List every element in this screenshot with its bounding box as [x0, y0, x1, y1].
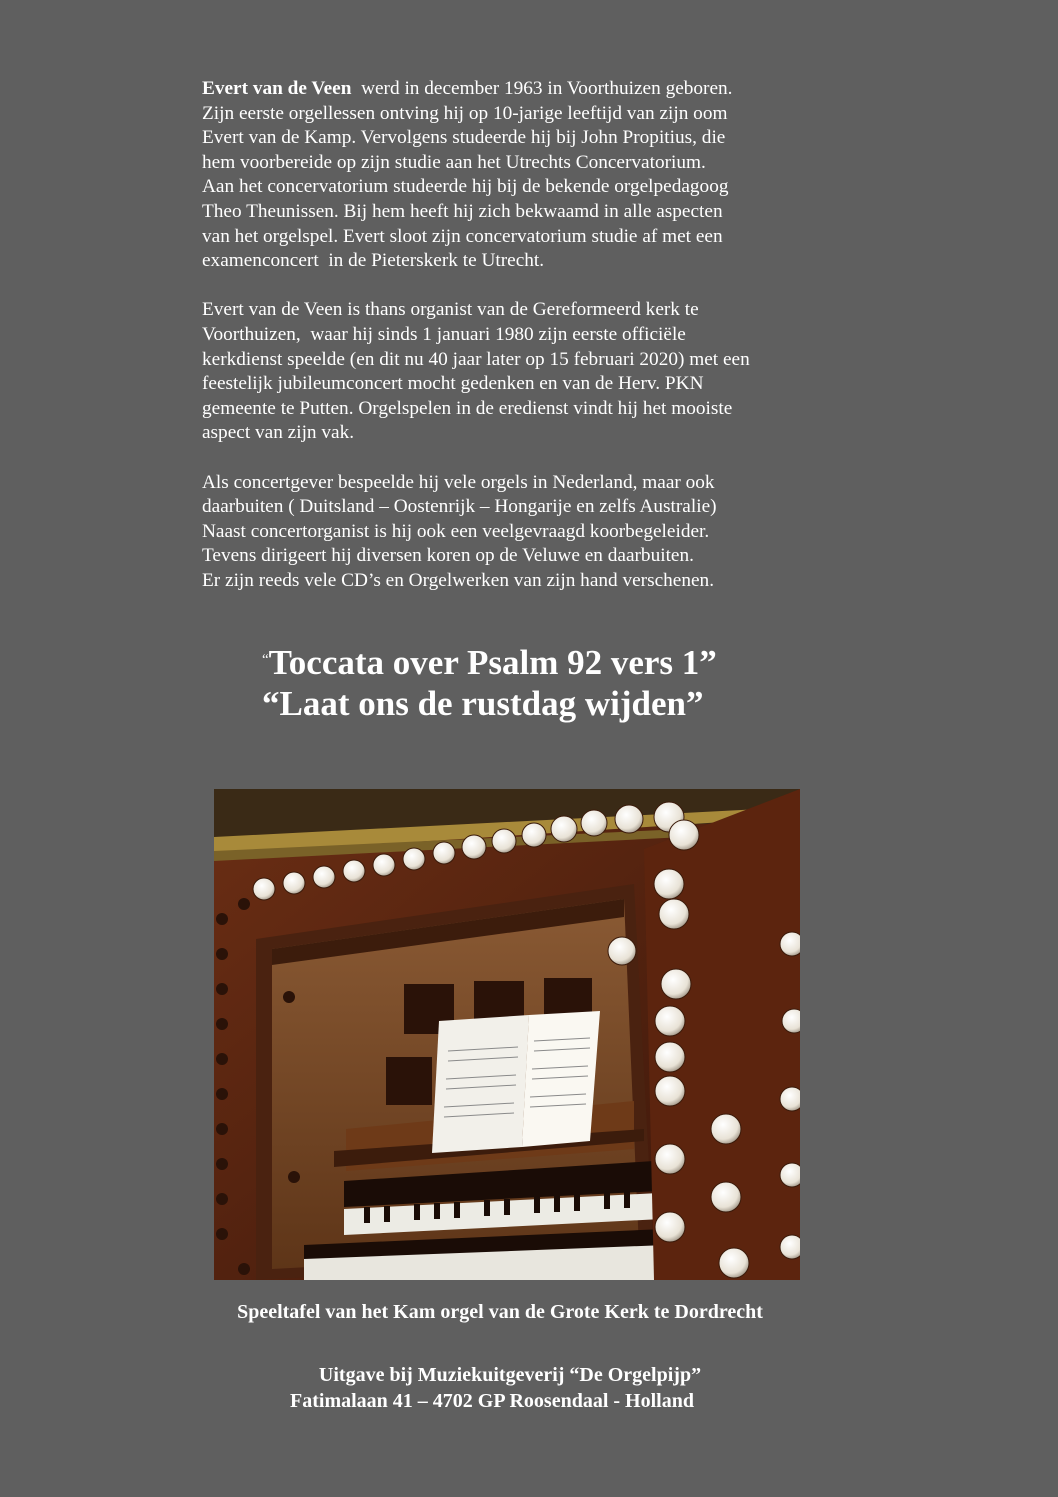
bio-line: feestelijk jubileumconcert mocht gedenken en van de Herv. PKN	[202, 373, 704, 395]
bio-line: Als concertgever bespeelde hij vele orgels in Nederland, maar ook	[202, 471, 715, 493]
bio-paragraph-2	[202, 298, 842, 446]
organ-console-illustration	[214, 789, 800, 1280]
bio-first-line	[202, 77, 842, 102]
bio-line: Theo Theunissen. Bij hem heeft hij zich bekwaamd in alle aspecten	[202, 200, 723, 222]
work-title-line-1	[262, 640, 822, 683]
bio-line: hem voorbereide op zijn studie aan het Utrechts Concervatorium.	[202, 151, 706, 173]
bio-paragraph-1	[202, 77, 842, 274]
bio-line: Evert van de Veen is thans organist van de Gereformeerd kerk te	[202, 299, 699, 321]
publisher-info	[0, 1362, 1000, 1414]
publisher-address: Fatimalaan 41 – 4702 GP Roosendaal - Holland	[290, 1390, 694, 1412]
bio-line: gemeente te Putten. Orgelspelen in de eredienst vindt hij het mooiste	[202, 397, 733, 419]
publisher-name: Uitgave bij Muziekuitgeverij “De Orgelpijp”	[318, 1364, 702, 1386]
bio-first-line-rest: werd in december 1963 in Voorthuizen geboren.	[351, 78, 733, 99]
bio-line: daarbuiten ( Duitsland – Oostenrijk – Hongarije en zelfs Australie)	[202, 496, 717, 518]
bio-line: Tevens dirigeert hij diversen koren op de Veluwe en daarbuiten.	[202, 545, 694, 567]
organ-console-photo	[214, 789, 800, 1280]
bio-line: Naast concertorganist is hij ook een veelgevraagd koorbegeleider.	[202, 520, 710, 542]
work-title	[262, 640, 822, 724]
bio-line: Zijn eerste orgellessen ontving hij op 10-jarige leeftijd van zijn oom	[202, 102, 728, 124]
bio-line: Er zijn reeds vele CD’s en Orgelwerken van zijn hand verschenen.	[202, 569, 715, 591]
bio-line: Voorthuizen, waar hij sinds 1 januari 1980 zijn eerste officiële	[202, 323, 686, 345]
bio-line: kerkdienst speelde (en dit nu 40 jaar later op 15 februari 2020) met een	[202, 348, 750, 370]
bio-line: Aan het concervatorium studeerde hij bij de bekende orgelpedagoog	[202, 176, 729, 198]
biography	[202, 77, 842, 618]
work-title-main: Toccata over Psalm 92 vers 1”	[268, 643, 717, 682]
opening-quote: “	[262, 652, 269, 668]
work-title-line-2: “Laat ons de rustdag wijden”	[262, 684, 704, 723]
bio-line: examenconcert in de Pieterskerk te Utrecht.	[202, 250, 545, 272]
photo-caption: Speeltafel van het Kam orgel van de Grote Kerk te Dordrecht	[237, 1301, 763, 1323]
bio-line: Evert van de Kamp. Vervolgens studeerde hij bij John Propitius, die	[202, 127, 726, 149]
organist-name: Evert van de Veen	[202, 78, 352, 99]
bio-line: aspect van zijn vak.	[202, 422, 355, 444]
bio-paragraph-3	[202, 471, 842, 594]
bio-line: van het orgelspel. Evert sloot zijn concervatorium studie af met een	[202, 225, 723, 247]
